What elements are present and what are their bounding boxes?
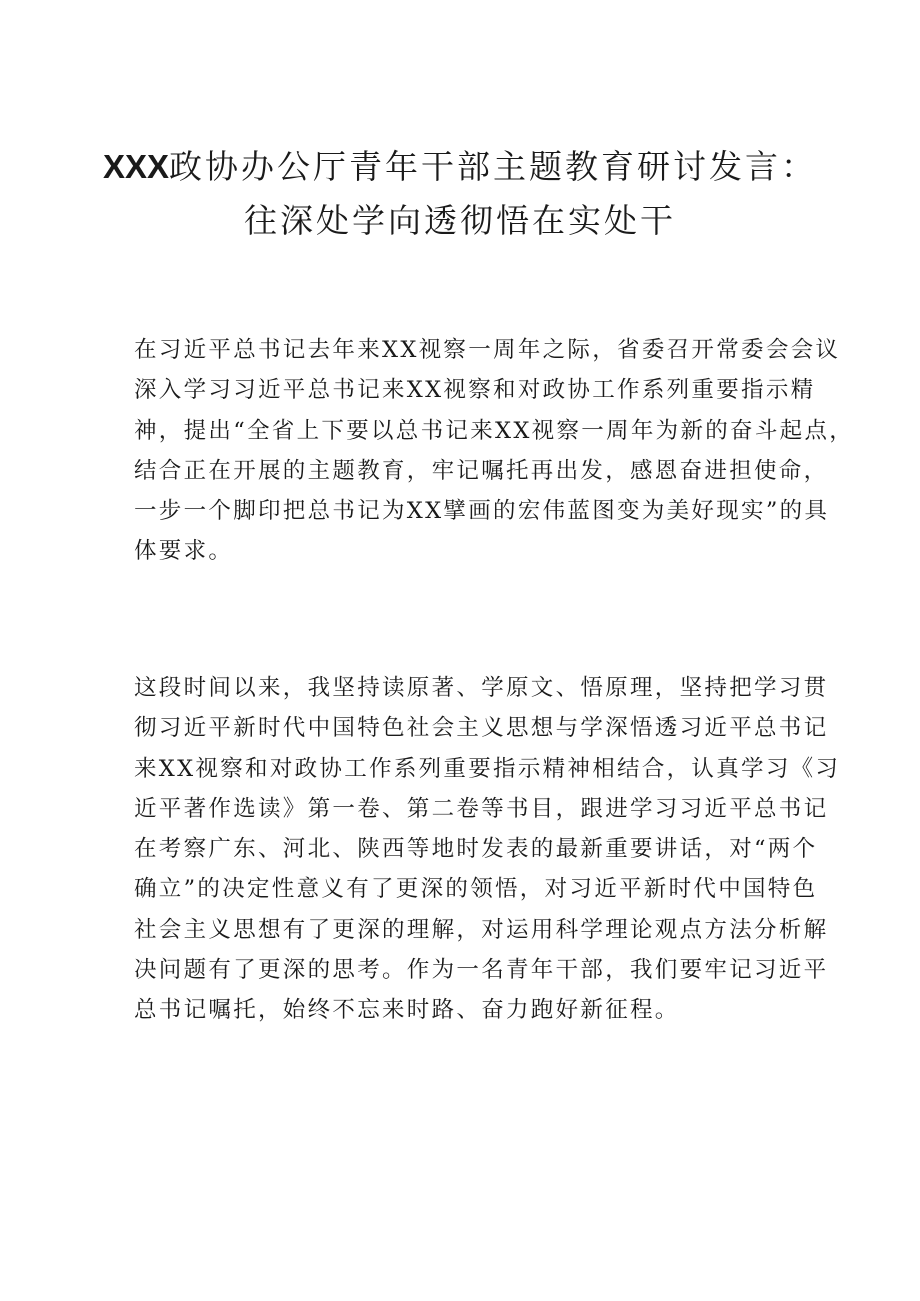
paragraph-line: 决问题有了更深的思考。作为一名青年干部，我们要牢记习近平 [134,957,829,984]
paragraph-line: 确立”的决定性意义有了更深的领悟，对习近平新时代中国特色 [134,876,818,903]
paragraph-line: 总书记嘱托，始终不忘来时路、奋力跑好新征程。 [134,997,680,1024]
paragraph-1 [134,330,855,572]
paragraph-line: 神，提出“全省上下要以总书记来XX视察一周年为新的奋斗起点， [134,417,855,444]
paragraph-line: 一步一个脚印把总书记为XX擘画的宏伟蓝图变为美好现实”的具 [134,498,830,525]
paragraph-line: 体要求。 [134,538,234,565]
paragraph-line: 在习近平总书记去年来XX视察一周年之际，省委召开常委会会议 [134,337,841,363]
paragraph-line: 社会主义思想有了更深的理解，对运用科学理论观点方法分析解 [134,916,829,943]
paragraph-line: 彻习近平新时代中国特色社会主义思想与学深悟透习近平总书记 [134,715,829,742]
title-line-2: 往深处学向透彻悟在实处干 [244,201,676,240]
title-line-1-text: 政协办公厅青年干部主题教育研讨发言： [169,147,818,186]
paragraph-line: 结合正在开展的主题教育，牢记嘱托再出发，感恩奋进担使命， [134,457,829,484]
paragraph-line: 在考察广东、河北、陕西等地时发表的最新重要讲话，对“两个 [134,836,818,863]
paragraph-line: 深入学习习近平总书记来XX视察和对政协工作系列重要指示精 [134,377,816,404]
paragraph-line: 近平著作选读》第一卷、第二卷等书目，跟进学习习近平总书记 [134,795,829,822]
title-prefix: XXX [102,148,170,185]
paragraph-2 [134,668,841,1031]
paragraph-line: 来XX视察和对政协工作系列重要指示精神相结合，认真学习《习 [134,755,841,782]
document-title [60,140,860,248]
paragraph-line: 这段时间以来，我坚持读原著、学原文、悟原理，坚持把学习贯 [134,675,829,701]
title-line-1 [60,140,860,194]
